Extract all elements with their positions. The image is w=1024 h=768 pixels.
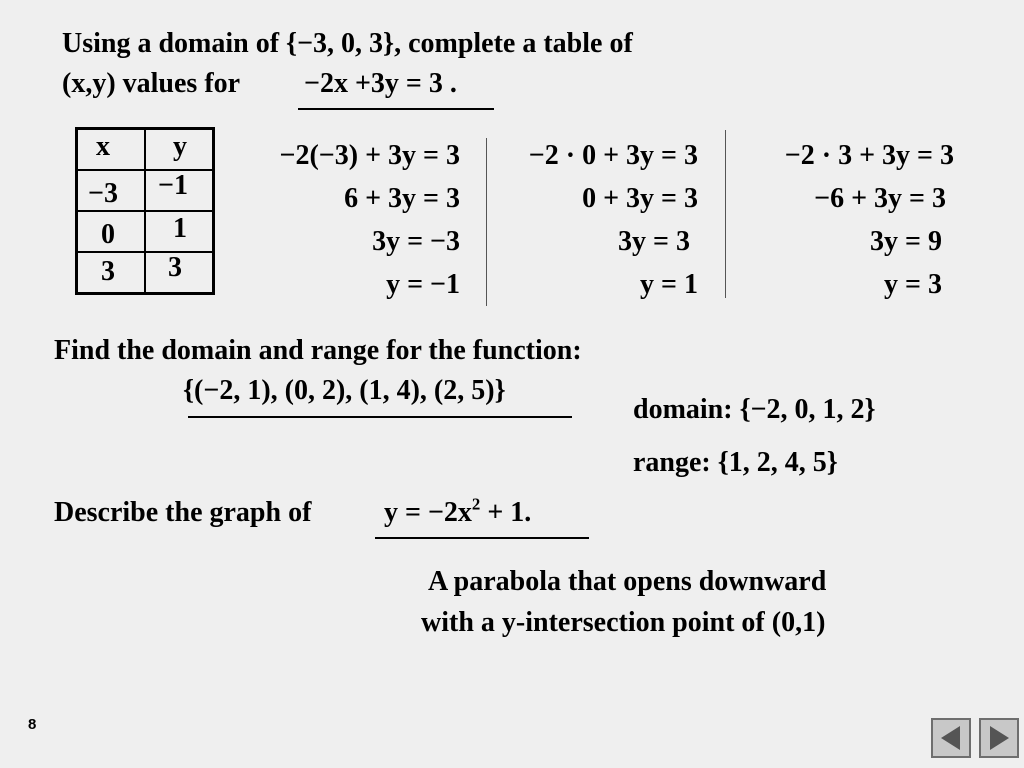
work-line: 6 + 3y = 3 [344, 183, 460, 214]
xy-table [75, 127, 215, 295]
work-line: −2(−3) + 3y = 3 [279, 140, 460, 171]
problem1-line2-prefix: (x,y) values for [62, 68, 241, 99]
work-line: y = 1 [640, 269, 698, 300]
problem1-equation: −2x +3y = 3 . [304, 68, 457, 99]
work-line: 3y = 3 [618, 226, 690, 257]
column-divider [486, 138, 487, 306]
function-underline [188, 416, 572, 418]
table-cell: 3 [101, 256, 115, 287]
table-cell: 3 [168, 252, 182, 283]
table-header-y: y [173, 131, 187, 162]
next-slide-button[interactable] [979, 718, 1019, 758]
problem1-line1: Using a domain of {−3, 0, 3}, complete a table of [62, 28, 633, 59]
page-number: 8 [28, 716, 37, 733]
column-divider [725, 130, 726, 298]
table-cell: −1 [158, 170, 188, 201]
work-column-1 [280, 134, 460, 306]
answer-line-2: with a y-intersection point of (0,1) [421, 607, 826, 638]
table-row [77, 211, 214, 252]
table-cell: 1 [173, 213, 187, 244]
equation-underline [298, 108, 494, 110]
parabola-equation-underline [375, 537, 589, 539]
work-line: y = 3 [884, 269, 942, 300]
work-line: 3y = 9 [870, 226, 942, 257]
work-line: −6 + 3y = 3 [814, 183, 946, 214]
previous-slide-button[interactable] [931, 718, 971, 758]
work-column-2 [529, 134, 698, 306]
problem2-function: {(−2, 1), (0, 2), (1, 4), (2, 5)} [183, 375, 506, 406]
work-line: 3y = −3 [372, 226, 460, 257]
table-cell: −3 [88, 178, 118, 209]
work-line: y = −1 [386, 269, 460, 300]
range-answer: range: {1, 2, 4, 5} [633, 447, 838, 478]
work-line: −2 · 0 + 3y = 3 [528, 140, 698, 171]
left-triangle-icon [933, 720, 969, 756]
table-cell: 0 [101, 219, 115, 250]
answer-line-1: A parabola that opens downward [428, 566, 827, 597]
work-column-3 [785, 134, 954, 306]
right-triangle-icon [981, 720, 1017, 756]
table-header-row [77, 129, 214, 171]
work-line: −2 · 3 + 3y = 3 [784, 140, 954, 171]
table-row [77, 170, 214, 211]
problem3-prompt: Describe the graph of [54, 497, 312, 528]
work-line: 0 + 3y = 3 [582, 183, 698, 214]
table-row [77, 252, 214, 294]
table-header-x: x [96, 131, 110, 162]
problem3-equation: $y = -2x^2 + 1$. [384, 494, 532, 528]
domain-answer: domain: {−2, 0, 1, 2} [633, 394, 876, 425]
problem2-prompt: Find the domain and range for the function: [54, 335, 582, 366]
